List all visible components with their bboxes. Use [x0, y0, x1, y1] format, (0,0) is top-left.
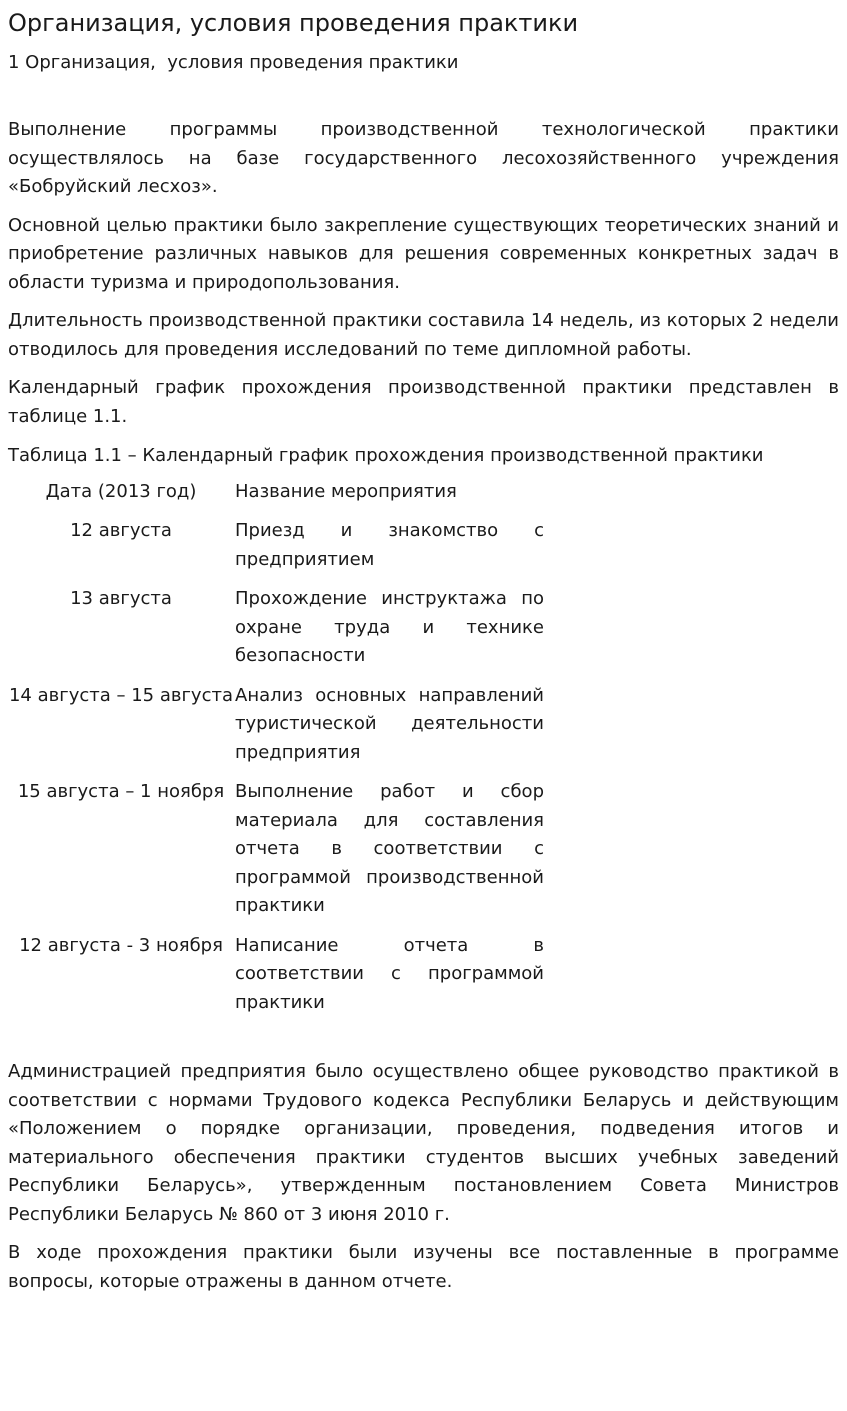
table-cell-event: Анализ основных направлений туристической деятельности предприятия: [235, 684, 544, 763]
table-caption: Таблица 1.1 – Календарный график прохождения производственной практики: [8, 445, 764, 466]
table-row: [8, 932, 544, 1029]
table-cell-event: Приезд и знакомство с предприятием: [235, 520, 544, 570]
paragraph-administration: Администрацией предприятия было осуществлено общее руководство практикой в соответствии с нормами Трудового кодекса Республики Беларусь и действующим «Положением о порядке организации, проведения, подведения итогов и материального обеспечения практики студентов высших учебных заведений Республики Беларусь», утвержденным постановлением Совета Министров Республики Беларусь № 860 от 3 июня 2010 г.: [8, 1061, 839, 1225]
schedule-table: [8, 478, 544, 1029]
table-cell-event: Прохождение инструктажа по охране труда и технике безопасности: [235, 588, 544, 666]
table-row: [8, 585, 544, 682]
table-header-row: [8, 478, 544, 518]
table-cell-date: 12 августа: [70, 520, 172, 541]
table-row: [8, 682, 544, 779]
header-event: Название мероприятия: [235, 480, 457, 502]
table-cell-date: 15 августа – 1 ноября: [17, 781, 225, 802]
paragraph-practice-duration: Длительность производственной практики составила 14 недель, из которых 2 недели отводилось для проведения исследований по теме дипломной работы.: [8, 310, 839, 360]
paragraph-schedule-reference: Календарный график прохождения производственной практики представлен в таблице 1.1.: [8, 377, 839, 427]
table-cell-date: 12 августа - 3 ноября: [19, 934, 223, 956]
header-date: Дата (2013 год): [45, 480, 197, 502]
table-cell-date: 13 августа: [70, 588, 172, 609]
paragraph-conclusion: В ходе прохождения практики были изучены все поставленные в программе вопросы, которые отражены в данном отчете.: [8, 1242, 839, 1292]
paragraph-practice-goal: Основной целью практики было закрепление существующих теоретических знаний и приобретение различных навыков для решения современных конкретных задач в области туризма и природопользования.: [8, 214, 839, 293]
table-cell-date: 14 августа – 15 августа: [8, 684, 233, 706]
page-title: Организация, условия проведения практики: [8, 9, 579, 37]
table-row: [8, 778, 544, 932]
table-row: [8, 517, 544, 585]
table-cell-event: Написание отчета в соответствии с программой практики: [235, 934, 544, 1013]
table-cell-event: Выполнение работ и сбор материала для составления отчета в соответствии с программой производственной практики: [235, 781, 544, 916]
paragraph-practice-base: Выполнение программы производственной технологической практики осуществлялось на базе государственного лесохозяйственного учреждения «Бобруйский лесхоз».: [8, 119, 839, 197]
section-heading: 1 Организация, условия проведения практики: [8, 52, 459, 73]
